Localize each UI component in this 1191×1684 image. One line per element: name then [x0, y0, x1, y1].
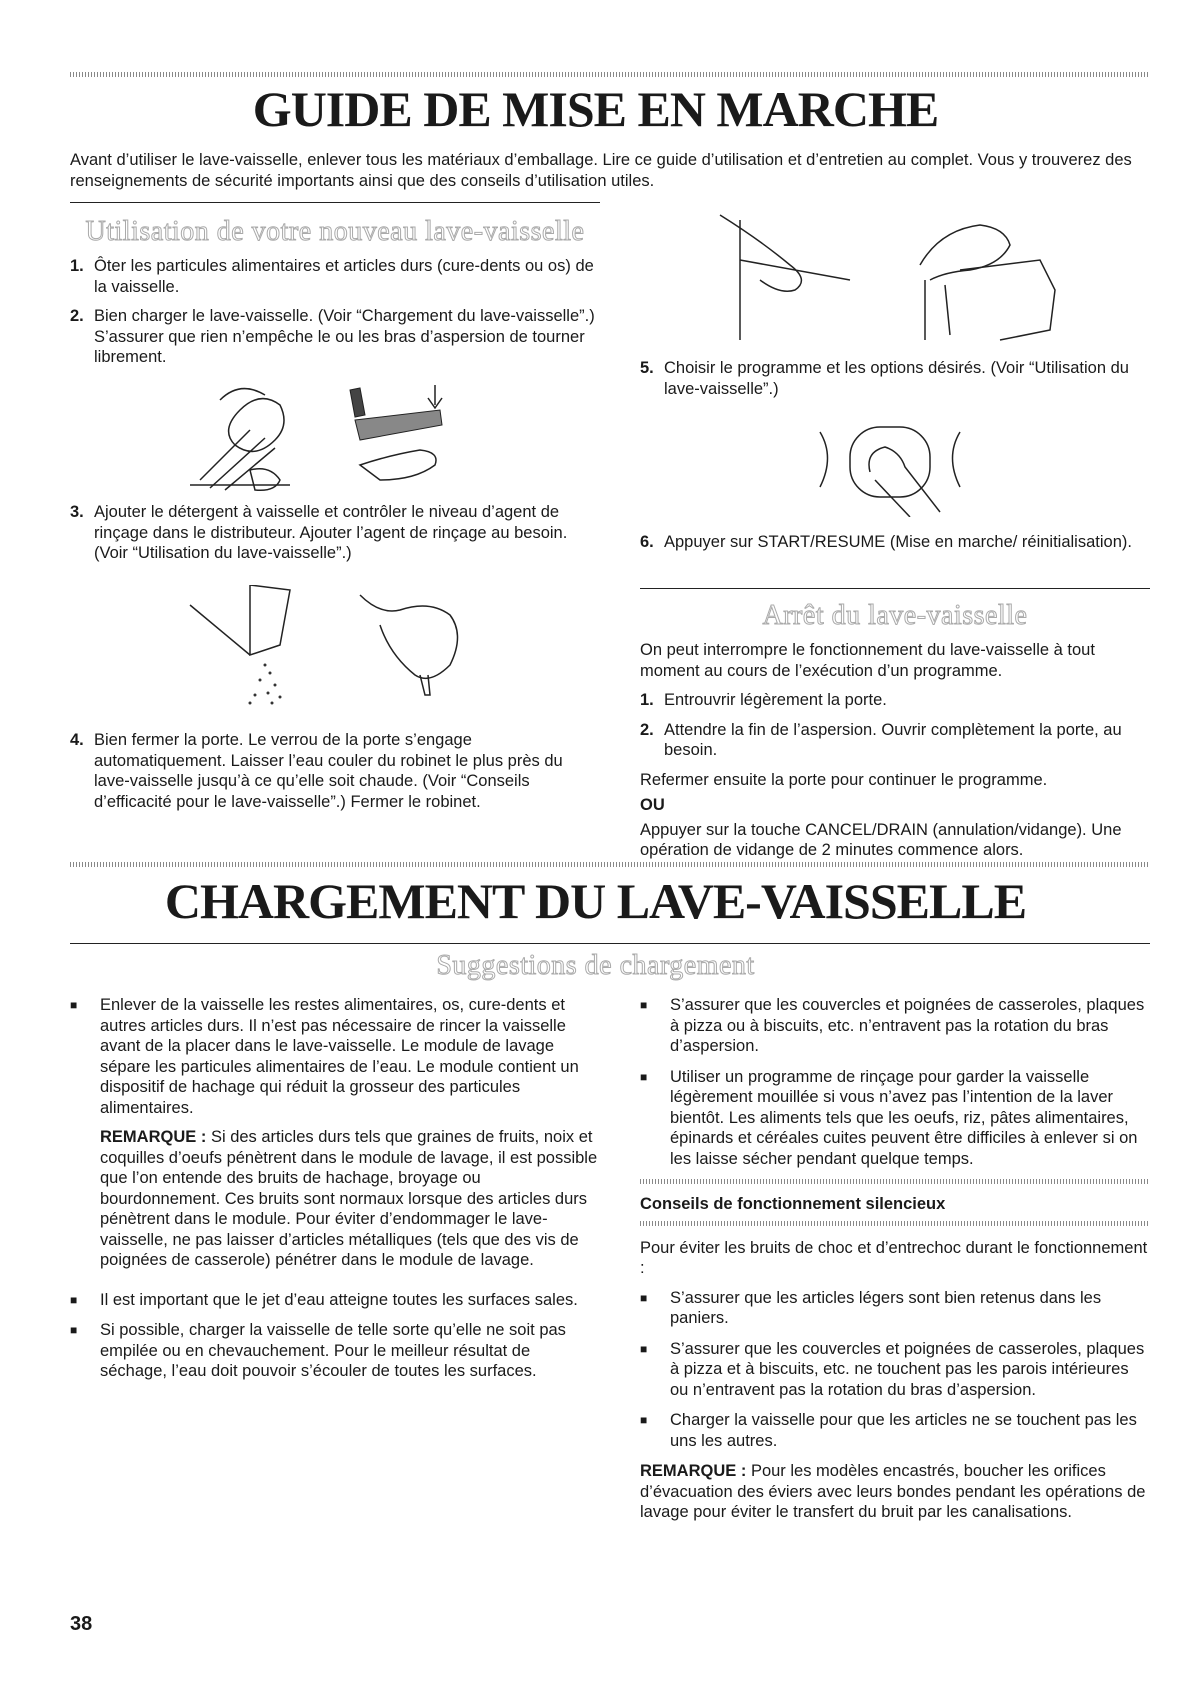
quiet-intro: Pour éviter les bruits de choc et d’entrechoc durant le fonctionnement :	[640, 1238, 1148, 1277]
subheading-stop: Arrêt du lave-vaisselle	[762, 600, 1028, 631]
step-4: 4. Bien fermer la porte. Le verrou de la porte s’engage automatiquement. Laisser l’eau couler du robinet le plus près du lave-vaisselle jusqu’à ce qu’elle soit chaude. (Voir “Conseils d’efficacité pour le lave-vaisselle”.) Fermer le robinet.	[70, 731, 563, 811]
subheading-loading: Suggestions de chargement	[436, 950, 755, 981]
note: REMARQUE : Si des articles durs tels que graines de fruits, noix et coquilles d’oeufs pénètrent dans le module de lavage, il est possible que l’on entende des bruits de hachage, broyage ou bourdonnement. Ces bruits sont normaux lorsque des articles durs pénètrent dans le module. Pour éviter d’endommager le lave-vaisselle, ne pas laisser d’articles métalliques (tels que des vis de poignées de casserole) pénétrer dans le module de lavage.	[100, 1128, 598, 1269]
quiet-heading: Conseils de fonctionnement silencieux	[640, 1195, 946, 1213]
divider	[70, 943, 1150, 944]
list-item: ■ Utiliser un programme de rinçage pour garder la vaisselle légèrement mouillée si vous n’avez pas l’intention de la laver bientôt. Les aliments tels que les oeufs, riz, pâtes alimentaires, épinards et céréales cuites peuvent être difficiles à enlever si on les laisse sécher pendant quelque temps.	[640, 1067, 1138, 1168]
dotted-rule	[640, 1179, 1150, 1184]
stop-resume: Refermer ensuite la porte pour continuer le programme.	[640, 770, 1048, 789]
steps-left-mid	[70, 502, 600, 573]
step-6: 6. Appuyer sur START/RESUME (Mise en marche/ réinitialisation).	[640, 533, 1132, 551]
divider	[640, 588, 1150, 589]
section-title: CHARGEMENT DU LAVE-VAISSELLE	[164, 873, 1027, 929]
dotted-rule	[640, 1221, 1150, 1226]
list-item: ■ S’assurer que les articles légers sont bien retenus dans les paniers.	[640, 1288, 1102, 1327]
step-3: 3. Ajouter le détergent à vaisselle et contrôler le niveau d’agent de rinçage dans le distributeur. Ajouter l’agent de rinçage au besoin. (Voir “Utilisation du lave-vaisselle”.)	[70, 503, 568, 562]
steps-left-top	[70, 256, 600, 377]
step-2: 2. Bien charger le lave-vaisselle. (Voir “Chargement du lave-vaisselle”.) S’assurer que rien n’empêche le ou les bras d’aspersion de tourner librement.	[70, 307, 595, 366]
divider	[70, 202, 600, 203]
quiet-note: REMARQUE : Pour les modèles encastrés, boucher les orifices d’évacuation des éviers avec leurs bondes pendant les opérations de lavage pour éviter le transfert du bruit par les canalisations.	[640, 1462, 1146, 1521]
intro-paragraph: Avant d’utiliser le lave-vaisselle, enlever tous les matériaux d’emballage. Lire ce guide d’utilisation et d’entretien au complet. Vous y trouverez des renseignements de sécurité importants ainsi que des conseils d’utilisation utiles.	[70, 151, 1132, 190]
steps-right-mid	[640, 532, 1150, 562]
stop-cancel: Appuyer sur la touche CANCEL/DRAIN (annulation/vidange). Une opération de vidange de 2 minutes commence alors.	[640, 820, 1122, 859]
loading-left-column	[70, 995, 600, 1392]
stop-section	[640, 640, 1150, 870]
detergent-illustration	[180, 585, 480, 720]
list-item: ■ Si possible, charger la vaisselle de telle sorte qu’elle ne soit pas empilée ou en chevauchement. Pour le meilleur résultat de séchage, l’eau doit pouvoir s’écouler de toutes les surfaces.	[70, 1321, 566, 1380]
list-item: ■ S’assurer que les couvercles et poignées de casseroles, plaques à pizza ou à biscuits, etc. n’entravent pas la rotation du bras d’aspersion.	[640, 996, 1145, 1055]
top-dotted-rule	[70, 72, 1150, 77]
button-press-illustration	[800, 412, 980, 517]
page-number: 38	[70, 1613, 93, 1635]
list-item: ■ S’assurer que les couvercles et poignées de casseroles, plaques à pizza et à biscuits, etc. ne touchent pas les parois intérieures ou n’entravent pas la rotation du bras d’aspersion.	[640, 1339, 1145, 1399]
list-item: ■ Il est important que le jet d’eau atteigne toutes les surfaces sales.	[70, 1290, 578, 1309]
stop-or: OU	[640, 796, 665, 814]
door-faucet-illustration	[700, 210, 1060, 350]
steps-left-bottom	[70, 730, 600, 821]
step-5: 5. Choisir le programme et les options désirés. (Voir “Utilisation du lave-vaisselle”.)	[640, 359, 1129, 398]
stop-step-2: 2. Attendre la fin de l’aspersion. Ouvrir complètement la porte, au besoin.	[640, 720, 1122, 759]
stop-intro: On peut interrompre le fonctionnement du lave-vaisselle à tout moment au cours de l’exécution d’un programme.	[640, 641, 1095, 680]
loading-right-column	[640, 995, 1150, 1532]
loading-illustration	[180, 370, 480, 495]
page-title: GUIDE DE MISE EN MARCHE	[252, 81, 939, 137]
list-item: ■ Charger la vaisselle pour que les articles ne se touchent pas les uns les autres.	[640, 1411, 1137, 1450]
step-1: 1. Ôter les particules alimentaires et articles durs (cure-dents ou os) de la vaisselle.	[70, 257, 594, 296]
section-dotted-rule	[70, 862, 1150, 867]
list-item: ■ Enlever de la vaisselle les restes alimentaires, os, cure-dents et autres articles durs. Il n’est pas nécessaire de rincer la vaisselle avant de la placer dans le lave-vaisselle. Le module de lavage sépare les particules alimentaires de l’eau. Le module contient un dispositif de hachage qui réduit la grosseur des particules alimentaires. REMARQUE : Si des articles durs tels que graines de fruits, noix et coquilles d’oeufs pénètrent dans le module de lavage, il est possible que l’on entende des bruits de hachage, broyage ou bourdonnement. Ces bruits sont normaux lorsque des articles durs pénètrent dans le module. Pour éviter d’endommager le lave-vaisselle, ne pas laisser d’articles métalliques (tels que des vis de poignées de casserole) pénétrer dans le module de lavage.	[70, 995, 600, 1280]
steps-right-top	[640, 358, 1150, 408]
stop-step-1: 1. Entrouvrir légèrement la porte.	[640, 691, 887, 709]
subheading-usage: Utilisation de votre nouveau lave-vaisselle	[85, 216, 585, 247]
